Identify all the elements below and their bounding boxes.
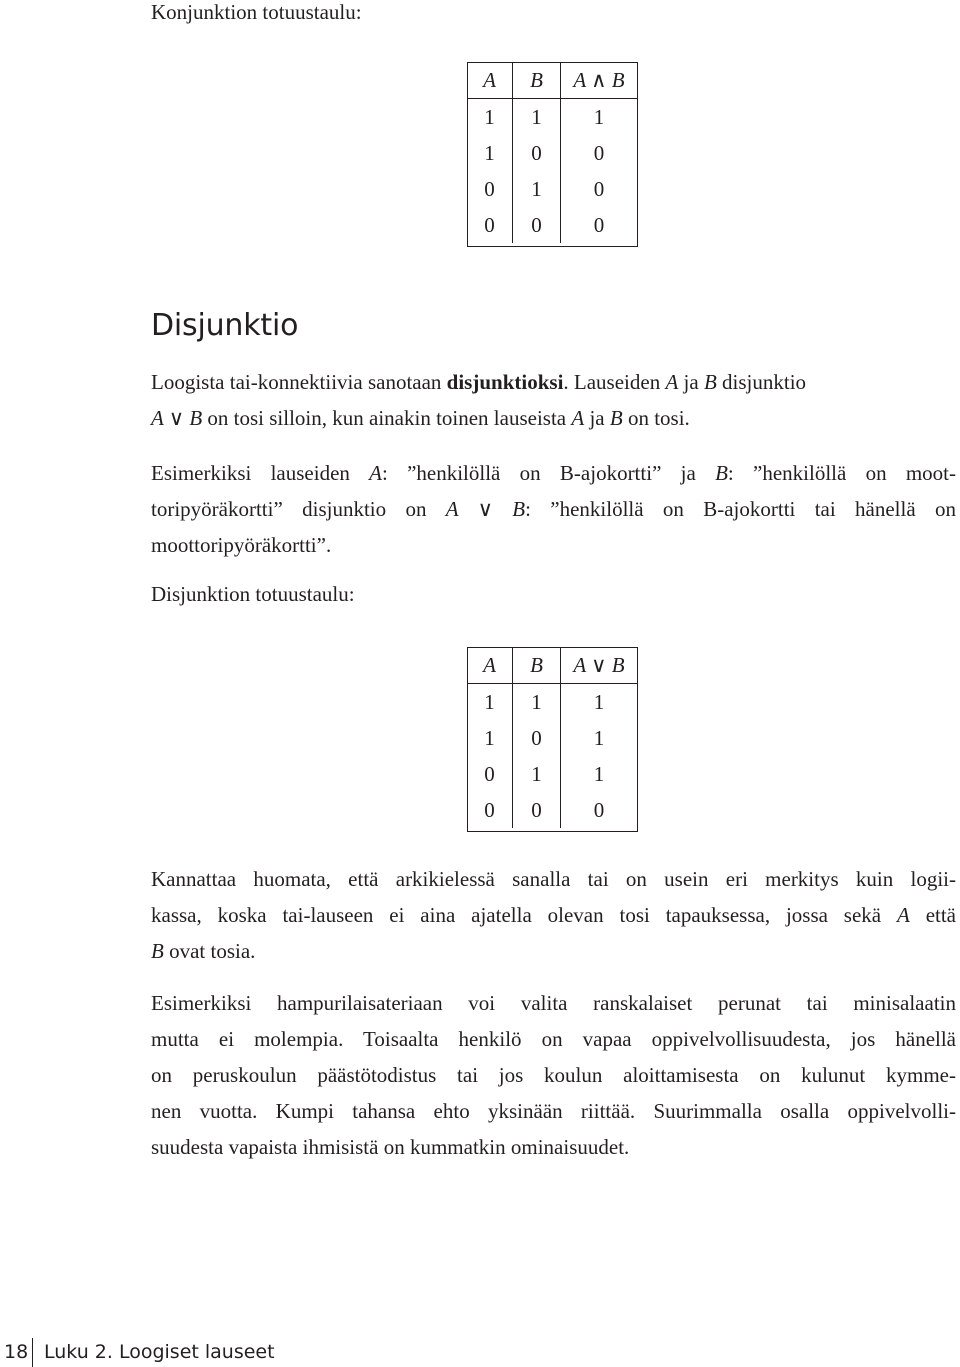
table-cell: 1 bbox=[593, 104, 605, 129]
paragraph-line bbox=[151, 400, 956, 436]
paragraph-line bbox=[151, 491, 956, 527]
table-cell: 1 bbox=[513, 171, 561, 207]
disjunction-table-caption: Disjunktion totuustaulu: bbox=[151, 582, 355, 606]
table-cell: 1 bbox=[467, 720, 513, 756]
variable: A bbox=[665, 370, 679, 394]
variable: B bbox=[151, 939, 164, 963]
table-row bbox=[467, 720, 637, 756]
table-cell: 0 bbox=[593, 797, 605, 822]
section-title: Disjunktio bbox=[151, 308, 299, 343]
table-cell: 1 bbox=[593, 761, 605, 786]
definition-paragraph bbox=[151, 364, 956, 436]
conjunction-header-b: B bbox=[513, 62, 561, 99]
note-paragraph bbox=[151, 861, 956, 969]
conjunction-header-a: A bbox=[467, 62, 513, 99]
table-cell: 0 bbox=[467, 792, 513, 828]
disjunction-header-b: B bbox=[513, 647, 561, 684]
paragraph-line: suudesta vapaista ihmisistä on kummatkin ominaisuudet. bbox=[151, 1135, 630, 1159]
variable: A bbox=[571, 406, 585, 430]
text-run: Loogista tai-konnektiivia sanotaan bbox=[151, 370, 447, 394]
text-run: on tosi silloin, kun ainakin toinen lauseista bbox=[202, 406, 572, 430]
table-cell: 1 bbox=[593, 689, 605, 714]
text-run: ovat tosia. bbox=[163, 939, 256, 963]
table-row bbox=[467, 99, 637, 136]
table-row bbox=[467, 207, 637, 243]
paragraph-line: nen vuotta. Kumpi tahansa ehto yksinään riittää. Suurimmalla osalla oppivelvolli- bbox=[151, 1099, 956, 1123]
variable: B bbox=[703, 370, 717, 394]
paragraph-line: on peruskoulun päästötodistus tai jos koulun aloittamisesta on kulunut kymme- bbox=[151, 1063, 956, 1087]
text-run: . Lauseiden bbox=[563, 370, 666, 394]
chapter-title: Luku 2. Loogiset lauseet bbox=[44, 1341, 275, 1363]
text-run: : ”henkilöllä on B-ajokortti tai hänellä on bbox=[525, 497, 956, 521]
table-row bbox=[467, 684, 637, 721]
text-run: Esimerkiksi lauseiden bbox=[151, 461, 370, 485]
text-run: ja bbox=[584, 406, 610, 430]
table-cell: 0 bbox=[513, 135, 561, 171]
paragraph-line bbox=[151, 364, 956, 400]
text-run: on tosi. bbox=[622, 406, 690, 430]
paragraph-line: moottoripyöräkortti”. bbox=[151, 533, 332, 557]
table-cell: 0 bbox=[513, 792, 561, 828]
paragraph-line: Kannattaa huomata, että arkikielessä sanalla tai on usein eri merkitys kuin logii- bbox=[151, 867, 956, 891]
text-run: disjunktio bbox=[716, 370, 807, 394]
table-cell: 1 bbox=[513, 99, 561, 136]
table-cell: 0 bbox=[467, 171, 513, 207]
example-paragraph bbox=[151, 455, 956, 563]
table-cell: 0 bbox=[467, 756, 513, 792]
disjunction-truth-table bbox=[467, 647, 637, 828]
table-cell: 0 bbox=[513, 720, 561, 756]
table-cell: 1 bbox=[513, 684, 561, 721]
table-cell: 1 bbox=[513, 756, 561, 792]
conjunction-truth-table bbox=[467, 62, 637, 243]
page-number: 18 bbox=[4, 1341, 29, 1363]
table-cell: 0 bbox=[593, 212, 605, 237]
table-cell: 0 bbox=[593, 140, 605, 165]
conjunction-header-result: A ∧ B bbox=[561, 62, 638, 99]
text-run: että bbox=[909, 903, 957, 927]
table-cell: 0 bbox=[593, 176, 605, 201]
text-run: ja bbox=[678, 370, 704, 394]
table-row bbox=[467, 756, 637, 792]
table-cell: 1 bbox=[467, 684, 513, 721]
example-paragraph-2 bbox=[151, 985, 956, 1165]
math-expression: A ∨ B bbox=[445, 497, 526, 521]
table-cell: 1 bbox=[593, 725, 605, 750]
paragraph-line bbox=[151, 455, 956, 491]
paragraph-line bbox=[151, 933, 956, 969]
paragraph-line bbox=[151, 897, 956, 933]
text-run: : ”henkilöllä on moot- bbox=[727, 461, 956, 485]
table-cell: 1 bbox=[467, 99, 513, 136]
table-row bbox=[467, 171, 637, 207]
text-run: : ”henkilöllä on B-ajokortti” ja bbox=[381, 461, 716, 485]
table-cell: 1 bbox=[467, 135, 513, 171]
table-row bbox=[467, 135, 637, 171]
variable: B bbox=[715, 461, 728, 485]
disjunction-table-header-row bbox=[467, 647, 637, 684]
table-cell: 0 bbox=[467, 207, 513, 243]
variable: B bbox=[609, 406, 623, 430]
disjunction-header-a: A bbox=[467, 647, 513, 684]
variable: A bbox=[369, 461, 382, 485]
conjunction-table-caption: Konjunktion totuustaulu: bbox=[151, 0, 362, 24]
paragraph-line: mutta ei molempia. Toisaalta henkilö on vapaa oppivelvollisuudesta, jos hänellä bbox=[151, 1027, 956, 1051]
table-cell: 0 bbox=[513, 207, 561, 243]
text-run: toripyöräkortti” disjunktio on bbox=[151, 497, 446, 521]
table-row bbox=[467, 792, 637, 828]
paragraph-line: Esimerkiksi hampurilaisateriaan voi valita ranskalaiset perunat tai minisalaatin bbox=[151, 991, 956, 1015]
defined-term: disjunktioksi bbox=[446, 370, 564, 394]
variable: A bbox=[897, 903, 910, 927]
footer-divider bbox=[32, 1338, 33, 1367]
conjunction-table-header-row bbox=[467, 62, 637, 99]
math-expression: A ∨ B bbox=[151, 406, 203, 430]
text-run: kassa, koska tai-lauseen ei aina ajatella olevan tosi tapauksessa, jossa sekä bbox=[151, 903, 897, 927]
disjunction-header-result: A ∨ B bbox=[561, 647, 638, 684]
